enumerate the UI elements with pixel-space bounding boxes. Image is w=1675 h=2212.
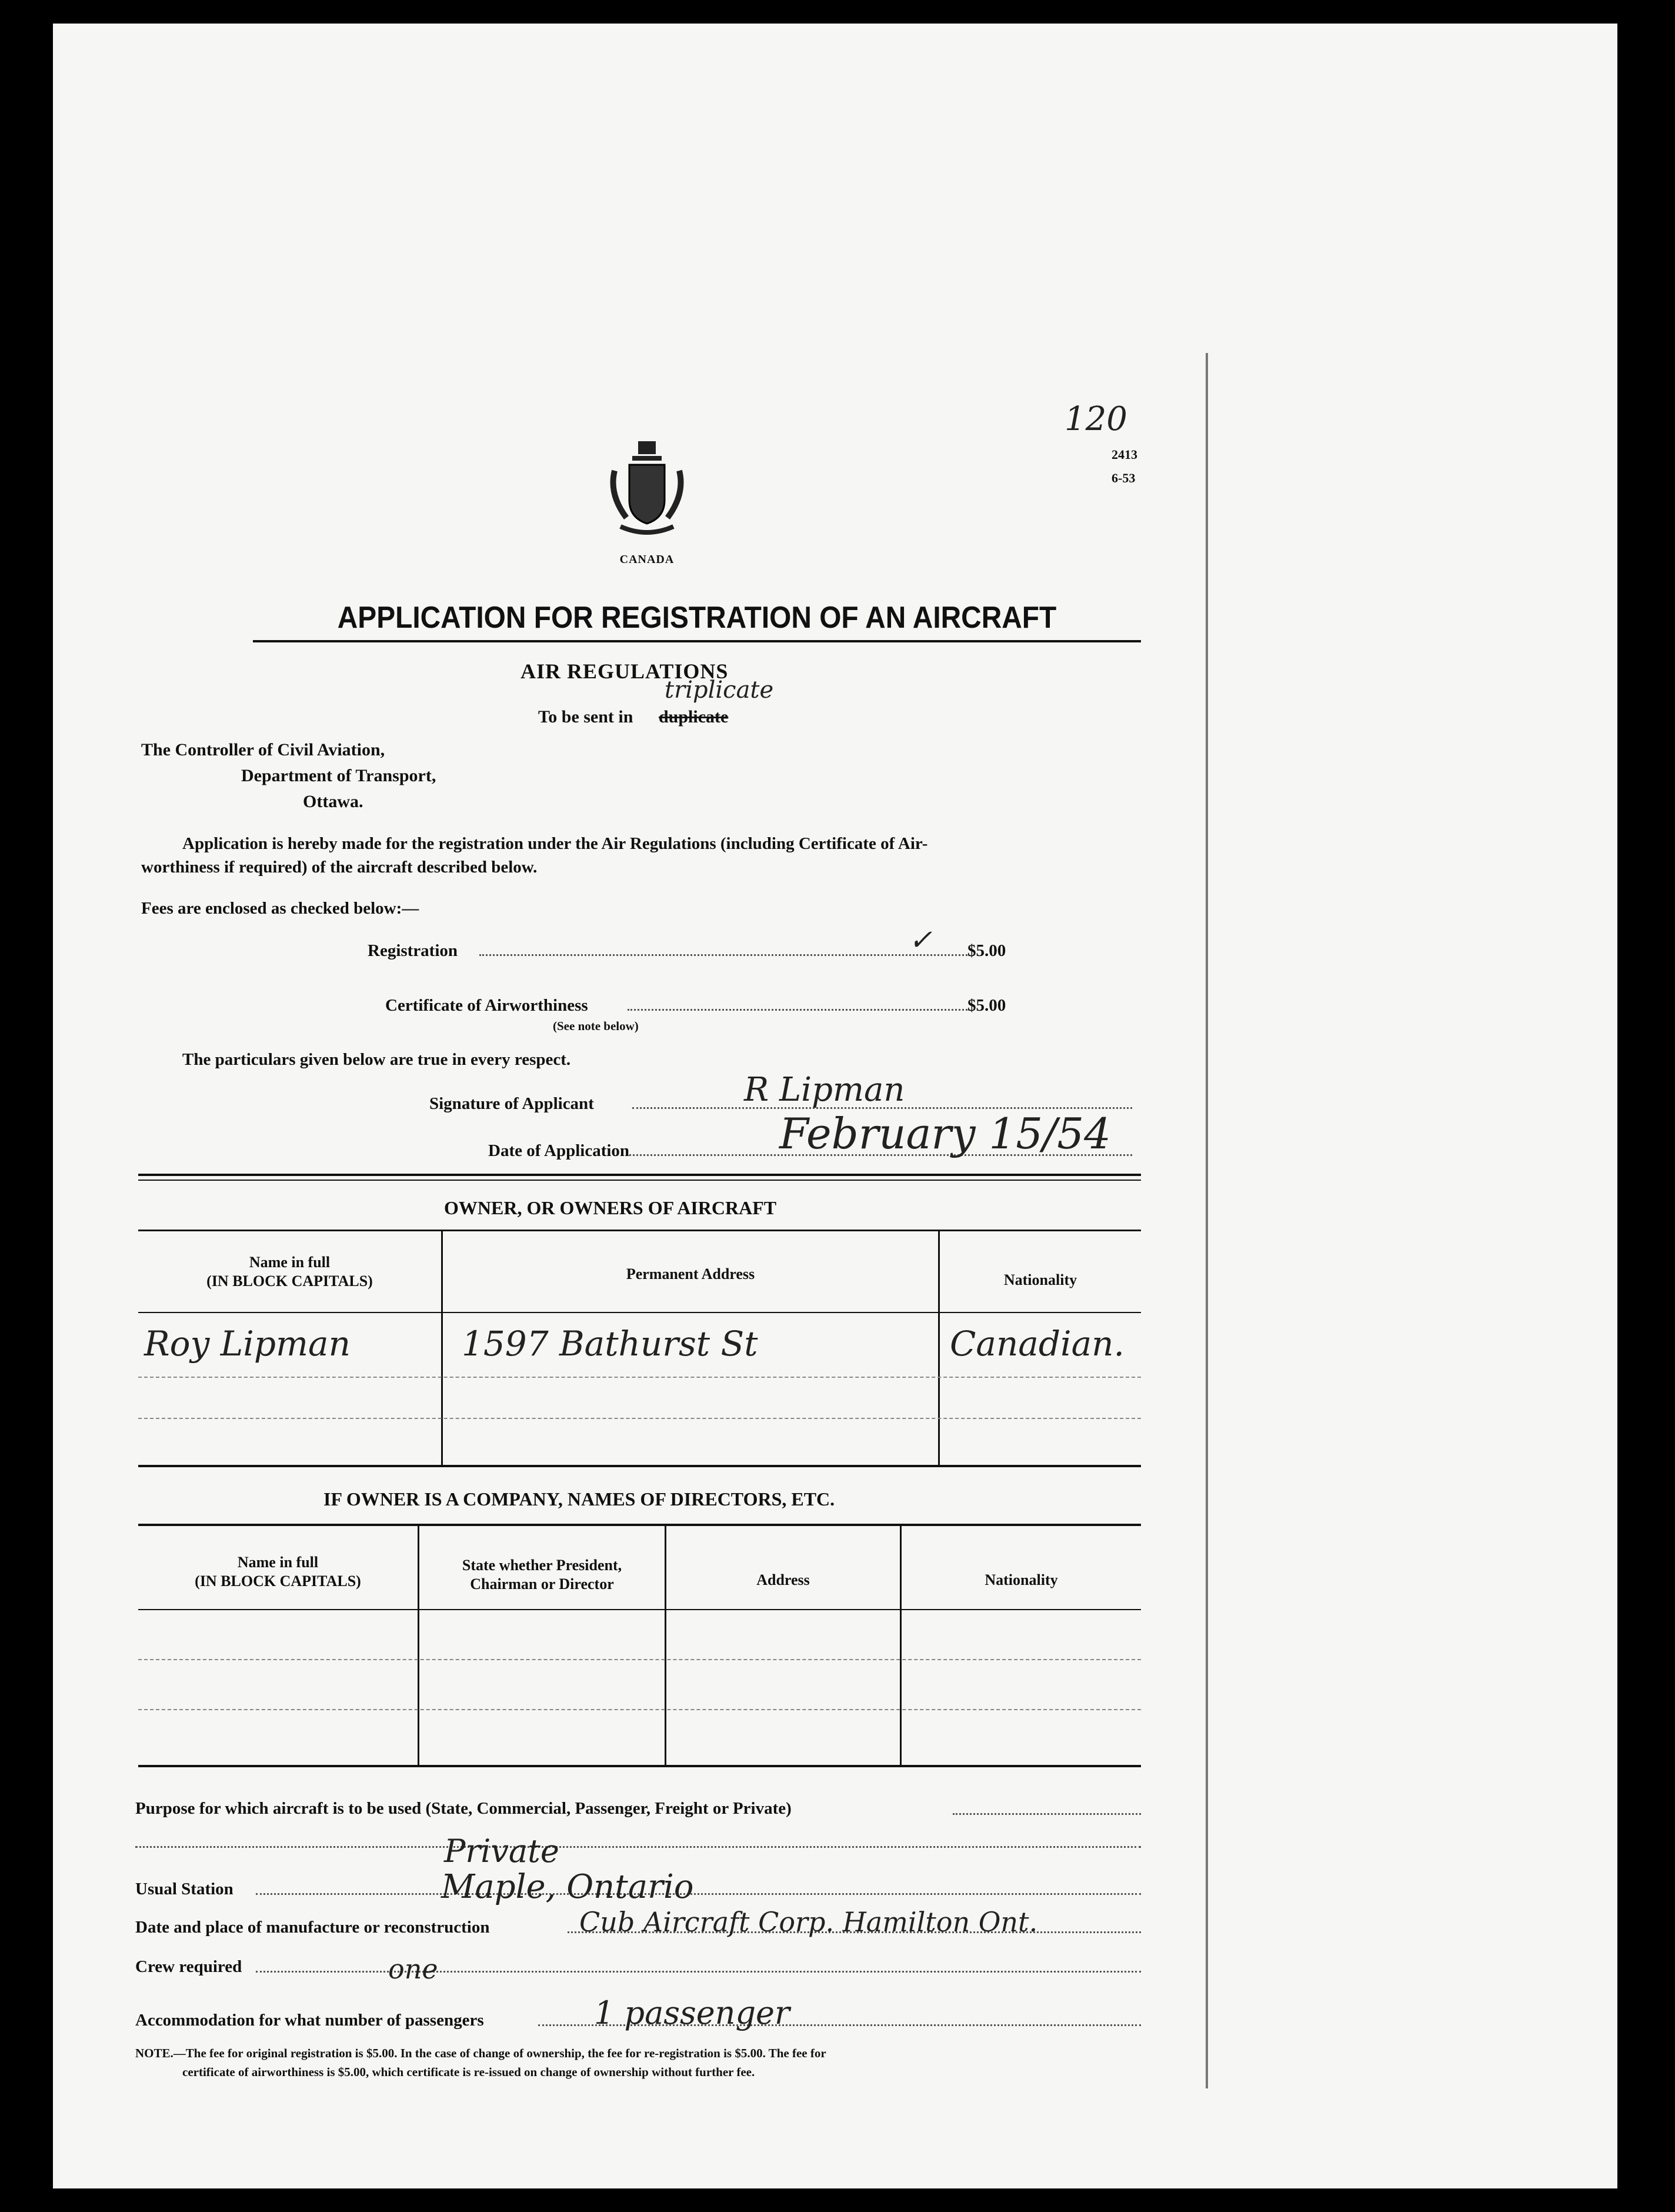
manufacture-label: Date and place of manufacture or reconstruction	[135, 1918, 490, 1937]
owners-col-address: Permanent Address	[626, 1265, 755, 1282]
form-number: 2413	[1112, 447, 1137, 462]
fee-registration-leader	[479, 954, 967, 956]
company-col-role: State whether President, Chairman or Director	[462, 1557, 622, 1593]
fee-airworthiness-label: Certificate of Airworthiness	[385, 996, 588, 1015]
owners-row-line-1	[138, 1377, 1141, 1378]
company-col-divider-3	[900, 1524, 902, 1765]
fees-heading: Fees are enclosed as checked below:—	[141, 899, 419, 918]
purpose-leader-2	[135, 1846, 1141, 1848]
note-line-1: NOTE.—The fee for original registration is $5.00. In the case of change of ownership, the fee for re-registration is $5.00. The fee for	[135, 2046, 826, 2060]
owners-bottom-rule	[138, 1465, 1141, 1467]
note-line-2: certificate of airworthiness is $5.00, which certificate is re-issued on change of ownership without further fee.	[182, 2065, 755, 2079]
company-col-nationality: Nationality	[985, 1571, 1058, 1588]
station-leader	[256, 1893, 1141, 1895]
application-text-2: worthiness if required) of the aircraft described below.	[141, 858, 538, 877]
fee-airworthiness-note: (See note below)	[553, 1019, 639, 1033]
owners-heading: OWNER, OR OWNERS OF AIRCRAFT	[444, 1197, 777, 1218]
owners-col-name: Name in full (IN BLOCK CAPITALS)	[206, 1254, 373, 1290]
application-text-1: Application is hereby made for the registration under the Air Regulations (including Certificate of Air-	[182, 834, 928, 853]
owners-top-rule-1	[138, 1174, 1141, 1176]
company-col-divider-2	[665, 1524, 666, 1765]
addressee-line-1: The Controller of Civil Aviation,	[141, 740, 385, 759]
signature-value: R Lipman	[744, 1071, 905, 1109]
accommodation-label: Accommodation for what number of passengers	[135, 2011, 484, 2030]
form-date: 6-53	[1112, 471, 1136, 485]
station-value: Maple, Ontario	[441, 1868, 694, 1906]
particulars-text: The particulars given below are true in every respect.	[182, 1050, 571, 1069]
owners-top-rule-2	[138, 1180, 1141, 1181]
company-bottom-rule	[138, 1765, 1141, 1767]
application-form	[132, 406, 1250, 2100]
to-be-sent-struck: duplicate	[659, 707, 729, 727]
fee-airworthiness-leader	[628, 1009, 967, 1011]
station-label: Usual Station	[135, 1880, 233, 1898]
company-heading: IF OWNER IS A COMPANY, NAMES OF DIRECTORS, ETC.	[323, 1488, 835, 1510]
fee-registration-check: ✓	[909, 924, 933, 957]
owners-col-divider-2	[938, 1230, 940, 1465]
company-row-line-1	[138, 1659, 1141, 1660]
fee-registration-label: Registration	[368, 941, 458, 960]
form-title: APPLICATION FOR REGISTRATION OF AN AIRCRAFT	[337, 601, 1057, 635]
accommodation-value: 1 passenger	[594, 1994, 790, 2031]
company-col-name: Name in full (IN BLOCK CAPITALS)	[195, 1554, 361, 1590]
owners-row-line-2	[138, 1418, 1141, 1419]
owners-col-nationality: Nationality	[1003, 1271, 1077, 1288]
signature-label: Signature of Applicant	[429, 1094, 594, 1113]
company-row-line-2	[138, 1709, 1141, 1710]
page-number: 120	[1065, 400, 1127, 438]
to-be-sent-written: triplicate	[665, 677, 774, 704]
form-subtitle: AIR REGULATIONS	[520, 659, 729, 683]
company-col-address: Address	[756, 1571, 810, 1588]
crew-label: Crew required	[135, 1957, 242, 1976]
addressee-line-2: Department of Transport,	[241, 766, 436, 785]
owners-header-rule	[138, 1230, 1141, 1231]
crest-label: CANADA	[619, 553, 675, 566]
owners-col-head-rule	[138, 1312, 1141, 1313]
fee-registration-amount: $5.00	[967, 941, 1006, 960]
manufacture-value: Cub Aircraft Corp. Hamilton Ont.	[579, 1906, 1038, 1938]
addressee-line-3: Ottawa.	[303, 792, 363, 811]
date-value: February 15/54	[779, 1109, 1111, 1158]
fee-airworthiness-amount: $5.00	[967, 996, 1006, 1015]
title-underline	[253, 640, 1141, 642]
coat-of-arms-icon	[603, 441, 691, 547]
owner-address: 1597 Bathurst St	[462, 1324, 758, 1364]
owner-name: Roy Lipman	[144, 1324, 351, 1364]
company-top-rule	[138, 1524, 1141, 1526]
purpose-leader-1	[953, 1813, 1141, 1815]
to-be-sent-text: To be sent in	[538, 707, 633, 727]
company-col-head-rule	[138, 1609, 1141, 1610]
crew-value: one	[388, 1953, 438, 1985]
purpose-label: Purpose for which aircraft is to be used (State, Commercial, Passenger, Freight or Private)	[135, 1799, 792, 1818]
purpose-value: Private	[444, 1833, 559, 1870]
date-label: Date of Application	[488, 1141, 630, 1160]
owner-nationality: Canadian.	[950, 1324, 1125, 1364]
